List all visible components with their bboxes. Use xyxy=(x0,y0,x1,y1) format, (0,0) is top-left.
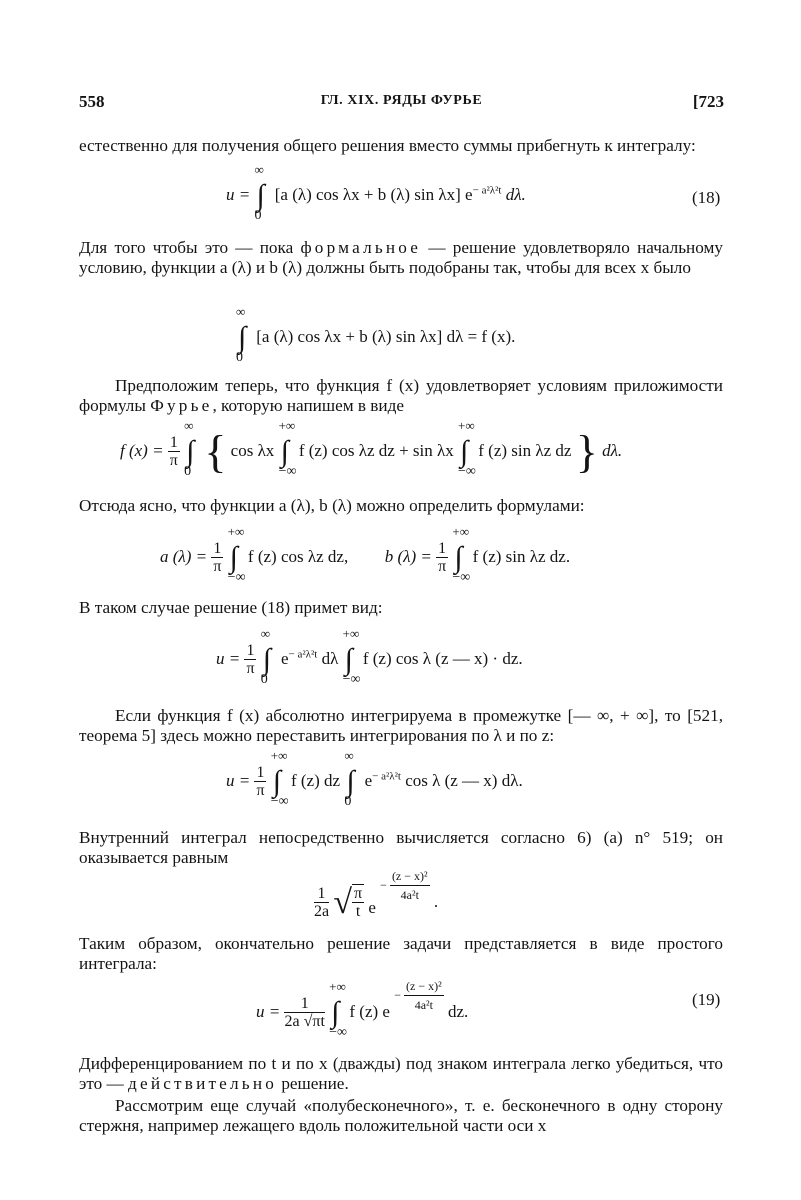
paragraph-1: естественно для получения общего решения вместо суммы прибегнуть к интегралу: xyxy=(79,136,696,155)
spaced-word: формальное xyxy=(300,238,422,257)
eq19-tail: dz. xyxy=(447,1001,469,1021)
paragraph-8: Таким образом, окончательно решение задачи представляется в виде простого интеграла: xyxy=(79,934,723,973)
u3-exponent: − a²λ²t xyxy=(372,770,401,783)
inner-dot: . xyxy=(433,891,439,911)
section-number: [723 xyxy=(692,92,724,111)
inner-e: e xyxy=(368,897,376,917)
paragraph-6: Если функция f (x) абсолютно интегрируема в промежутке [— ∞, + ∞], то [521, теорема 5] здесь можно переставить интегрирования по λ и по z: xyxy=(79,706,723,745)
integral-sign: ∞ ∫ 0 xyxy=(254,162,265,223)
equation-u-double xyxy=(216,626,523,687)
u3-tail: cos λ (z — x) dλ. xyxy=(405,770,523,790)
paragraph-4: Отсюда ясно, что функции a (λ), b (λ) можно определить формулами: xyxy=(79,496,585,515)
a-body: f (z) cos λz dz, xyxy=(247,546,349,566)
integral-sign: ∞ ∫ 0 xyxy=(344,748,355,809)
integral-sign: +∞ ∫ −∞ xyxy=(329,978,348,1040)
fraction: $\frac{1}{\pi}$ xyxy=(256,764,265,799)
fraction: $\frac{1}{\pi}$ xyxy=(213,540,222,575)
eq19-lhs: u = xyxy=(256,1001,281,1021)
fraction: $\frac{1}{2a √\pi t}$ xyxy=(284,994,325,1030)
equation-18 xyxy=(226,162,526,223)
equation-u-swapped xyxy=(226,748,523,809)
u2-lhs: u = xyxy=(216,648,241,668)
integral-sign: +∞ ∫ −∞ xyxy=(342,626,361,687)
integral-sign: +∞ ∫ −∞ xyxy=(278,418,297,479)
eq18-body: [a (λ) cos λx + b (λ) sin λx] e xyxy=(274,184,473,204)
sqrt-sign: √ xyxy=(333,883,353,921)
right-brace: } xyxy=(575,426,598,477)
inner-exponent: − $\frac{\text{(z − x)²}}{\text{4a²t}}$ xyxy=(380,869,428,902)
fraction: $\frac{1}{\pi}$ xyxy=(438,540,447,575)
u3-body1: f (z) dz xyxy=(290,770,341,790)
equation-fourier xyxy=(120,418,623,479)
equation-a-b xyxy=(160,524,571,585)
fraction: $\frac{1}{\pi}$ xyxy=(246,642,255,677)
fraction: $\frac{1}{2a}$ xyxy=(314,884,330,920)
u2-e: e xyxy=(280,648,289,668)
page-number: 558 xyxy=(79,92,105,111)
equation-initial-condition xyxy=(236,304,516,365)
u2-exponent: − a²λ²t xyxy=(288,648,318,661)
paragraph-7: Внутренний интеграл непосредственно вычисляется согласно 6) (а) n° 519; он оказывается равным xyxy=(79,828,723,867)
integral-sign: +∞ ∫ −∞ xyxy=(452,524,471,585)
equation-inner-value xyxy=(314,868,438,922)
equation-number-18: (18) xyxy=(692,188,721,207)
eq19-exponent: − $\frac{\text{(z − x)²}}{\text{4a²t}}$ xyxy=(394,979,442,1012)
paragraph-5: В таком случае решение (18) примет вид: xyxy=(79,598,383,617)
integral-sign: ∞ ∫ 0 xyxy=(184,418,195,479)
eq18-exponent: − a²λ²t xyxy=(472,184,502,197)
spaced-word: действительно xyxy=(128,1074,278,1093)
b-lhs: b (λ) = xyxy=(384,546,432,566)
u3-e: e xyxy=(364,770,373,790)
fourier-tail: dλ. xyxy=(602,440,623,460)
eq18-lhs: u = xyxy=(226,184,251,204)
integral-sign: +∞ ∫ −∞ xyxy=(270,748,289,809)
fourier-part3: f (z) sin λz dz xyxy=(478,440,572,460)
u2-dlambda: dλ xyxy=(321,648,339,668)
equation-number-19: (19) xyxy=(692,990,721,1009)
fourier-part1: cos λx xyxy=(230,440,275,460)
spaced-word: Фурье xyxy=(150,396,213,415)
eq-init-body: [a (λ) cos λx + b (λ) sin λx] dλ = f (x). xyxy=(256,326,516,346)
left-brace: { xyxy=(204,426,227,477)
fraction: $\frac{1}{\pi}$ xyxy=(169,434,178,469)
fourier-part2: f (z) cos λz dz + sin λx xyxy=(298,440,454,460)
equation-19 xyxy=(256,978,469,1040)
eq19-body: f (z) e xyxy=(349,1001,390,1021)
paragraph-10: Рассмотрим еще случай «полубесконечного», т. е. бесконечного в одну сторону стержня, например лежащего вдоль положительной части оси x xyxy=(79,1096,723,1135)
sqrt-fraction: $\frac{\pi}{t}$ xyxy=(354,885,363,921)
paragraph-3: Предположим теперь, что функция f (x) удовлетворяет условиям приложимости формулы Фурье, которую напишем в виде xyxy=(79,376,723,415)
u3-lhs: u = xyxy=(226,770,251,790)
paragraph-9: Дифференцированием по t и по x (дважды) под знаком интеграла легко убедиться, что это — действительно решение. xyxy=(79,1054,723,1093)
running-title: ГЛ. XIX. РЯДЫ ФУРЬЕ xyxy=(320,93,483,108)
paragraph-2: Для того чтобы это — пока формальное — решение удовлетворяло начальному условию, функции a (λ) и b (λ) должны быть подобраны так, чтобы для всех x было xyxy=(79,238,723,277)
u2-body: f (z) cos λ (z — x) · dz. xyxy=(362,648,523,668)
a-lhs: a (λ) = xyxy=(160,546,208,566)
eq18-tail: dλ. xyxy=(505,184,526,204)
fourier-lhs: f (x) = xyxy=(120,440,164,460)
b-body: f (z) sin λz dz. xyxy=(472,546,571,566)
page-header xyxy=(79,92,724,118)
integral-sign: +∞ ∫ −∞ xyxy=(458,418,476,479)
integral-sign: +∞ ∫ −∞ xyxy=(227,524,246,585)
integral-sign: ∞ ∫ 0 xyxy=(260,626,271,687)
integral-sign: ∞ ∫ 0 xyxy=(236,304,247,365)
